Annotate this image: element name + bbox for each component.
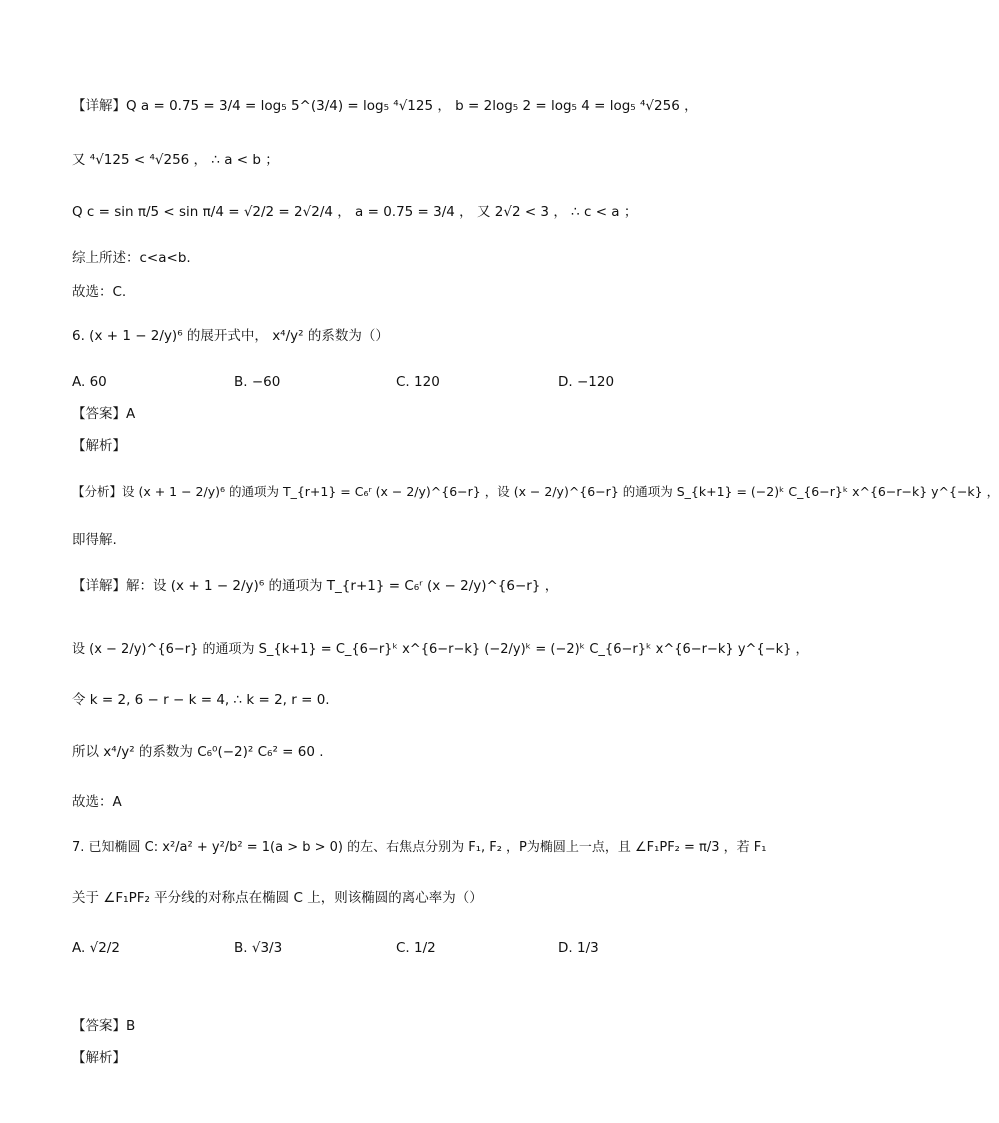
summary-line: 综上所述：c<a<b. bbox=[72, 250, 191, 266]
q7-option-a: A. √2/2 bbox=[72, 940, 120, 956]
detail-line-2: 又 ⁴√125 < ⁴√256 ， ∴ a < b ； bbox=[72, 152, 279, 168]
q6-answer: 【答案】A bbox=[72, 406, 136, 422]
q6-analysis: 【分析】设 (x + 1 − 2/y)⁶ 的通项为 T_{r+1} = C₆ʳ (x − 2/y)^{6−r} ，设 (x − 2/y)^{6−r} 的通项为 S_{k+1} = (−2)ᵏ C_{6−r}ᵏ x^{6−r−k} y^{−k} ， bbox=[72, 484, 999, 499]
q7-analysis-heading: 【解析】 bbox=[72, 1050, 126, 1066]
choice-line: 故选：C. bbox=[72, 284, 127, 300]
q6-analysis-heading: 【解析】 bbox=[72, 438, 126, 454]
detail-line-3: Q c = sin π/5 < sin π/4 = √2/2 = 2√2/4 ， a = 0.75 = 3/4 ， 又 2√2 < 3 ， ∴ c < a ； bbox=[72, 204, 638, 220]
q6-detail-1: 【详解】解：设 (x + 1 − 2/y)⁶ 的通项为 T_{r+1} = C₆ʳ (x − 2/y)^{6−r} ， bbox=[72, 578, 559, 594]
q6-option-b: B. −60 bbox=[234, 374, 281, 390]
question-7-line-1: 7. 已知椭圆 C: x²/a² + y²/b² = 1(a > b > 0) 的左、右焦点分别为 F₁, F₂ ，P为椭圆上一点，且 ∠F₁PF₂ = π/3 ，若 F₁ bbox=[72, 840, 767, 855]
q6-analysis-2: 即得解. bbox=[72, 532, 117, 548]
q6-option-d: D. −120 bbox=[558, 374, 615, 390]
q6-option-c: C. 120 bbox=[396, 374, 440, 390]
q6-option-a: A. 60 bbox=[72, 374, 107, 390]
q6-detail-2: 设 (x − 2/y)^{6−r} 的通项为 S_{k+1} = C_{6−r}ᵏ x^{6−r−k} (−2/y)ᵏ = (−2)ᵏ C_{6−r}ᵏ x^{6−r−k} y^{−k} ， bbox=[72, 642, 809, 657]
q6-detail-4: 所以 x⁴/y² 的系数为 C₆⁰(−2)² C₆² = 60 . bbox=[72, 744, 324, 760]
detail-line-1: 【详解】Q a = 0.75 = 3/4 = log₅ 5^(3/4) = log₅ ⁴√125 ， b = 2log₅ 2 = log₅ 4 = log₅ ⁴√256 ， bbox=[72, 98, 698, 114]
q7-option-b: B. √3/3 bbox=[234, 940, 283, 956]
q7-answer: 【答案】B bbox=[72, 1018, 136, 1034]
q6-select: 故选：A bbox=[72, 794, 122, 810]
question-7-line-2: 关于 ∠F₁PF₂ 平分线的对称点在椭圆 C 上，则该椭圆的离心率为（） bbox=[72, 890, 483, 906]
q7-option-d: D. 1/3 bbox=[558, 940, 599, 956]
question-6: 6. (x + 1 − 2/y)⁶ 的展开式中， x⁴/y² 的系数为（） bbox=[72, 328, 389, 344]
q7-option-c: C. 1/2 bbox=[396, 940, 436, 956]
q6-detail-3: 令 k = 2, 6 − r − k = 4, ∴ k = 2, r = 0. bbox=[72, 692, 330, 708]
